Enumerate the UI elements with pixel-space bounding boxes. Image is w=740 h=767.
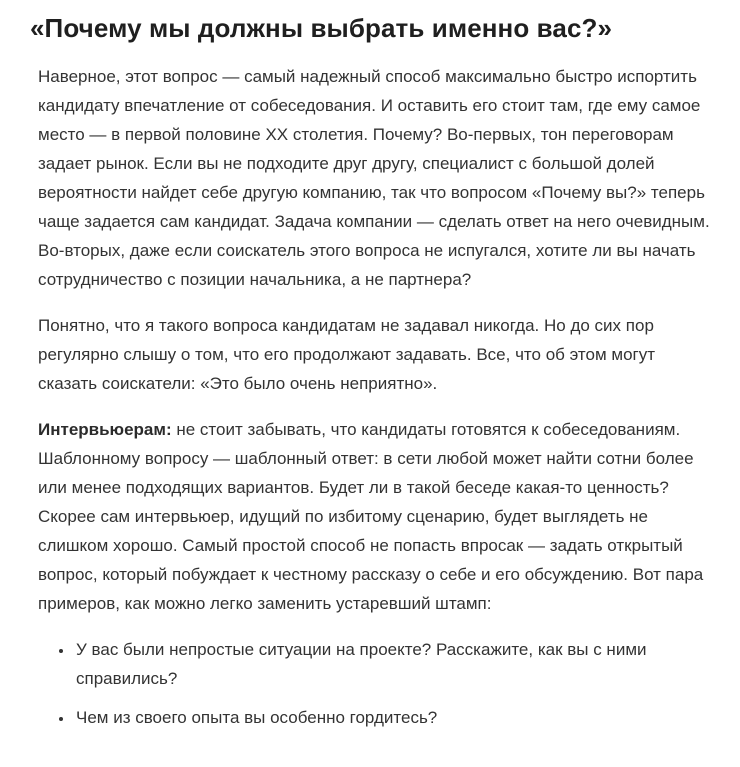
alternative-questions-list: [38, 635, 713, 732]
paragraph-interviewers-advice: [38, 415, 713, 618]
article-title: «Почему мы должны выбрать именно вас?»: [30, 13, 613, 43]
paragraph-experience: [38, 311, 713, 398]
paragraph-intro: [38, 62, 713, 294]
paragraph-text: Понятно, что я такого вопроса кандидатам не задавал никогда. Но до сих пор регулярно слышу о том, что его продолжают задавать. Все, что об этом могут сказать соискатели: «Это было очень неприятно».: [38, 316, 656, 393]
paragraph-bold-lead: Интервьюерам:: [38, 420, 172, 439]
paragraph-text: не стоит забывать, что кандидаты готовятся к собеседованиям. Шаблонному вопросу — шаблонный ответ: в сети любой может найти сотни более или менее подходящих вариантов. Будет ли в такой беседе какая-то ценность? Скорее сам интервьюер, идущий по избитому сценарию, будет выглядеть не слишком хорошо. Самый простой способ не попасть впросак — задать открытый вопрос, который побуждает к честному рассказу о себе и его обсуждению. Вот пара примеров, как можно легко заменить устаревший штамп:: [38, 420, 704, 613]
list-item: [74, 703, 713, 732]
list-item-text: У вас были непростые ситуации на проекте? Расскажите, как вы с ними справились?: [76, 640, 647, 688]
list-item-text: Чем из своего опыта вы особенно гордитесь?: [76, 708, 438, 727]
paragraph-text: Наверное, этот вопрос — самый надежный способ максимально быстро испортить кандидату впечатление от собеседования. И оставить его стоит там, где ему самое место — в первой половине XX столетия. Почему? Во-первых, тон переговорам задает рынок. Если вы не подходите друг другу, специалист с большой долей вероятности найдет себе другую компанию, так что вопросом «Почему вы?» теперь чаще задается сам кандидат. Задача компании — сделать ответ на него очевидным. Во-вторых, даже если соискатель этого вопроса не испугался, хотите ли вы начать сотрудничество с позиции начальника, а не партнера?: [38, 67, 710, 289]
list-item: [74, 635, 713, 693]
